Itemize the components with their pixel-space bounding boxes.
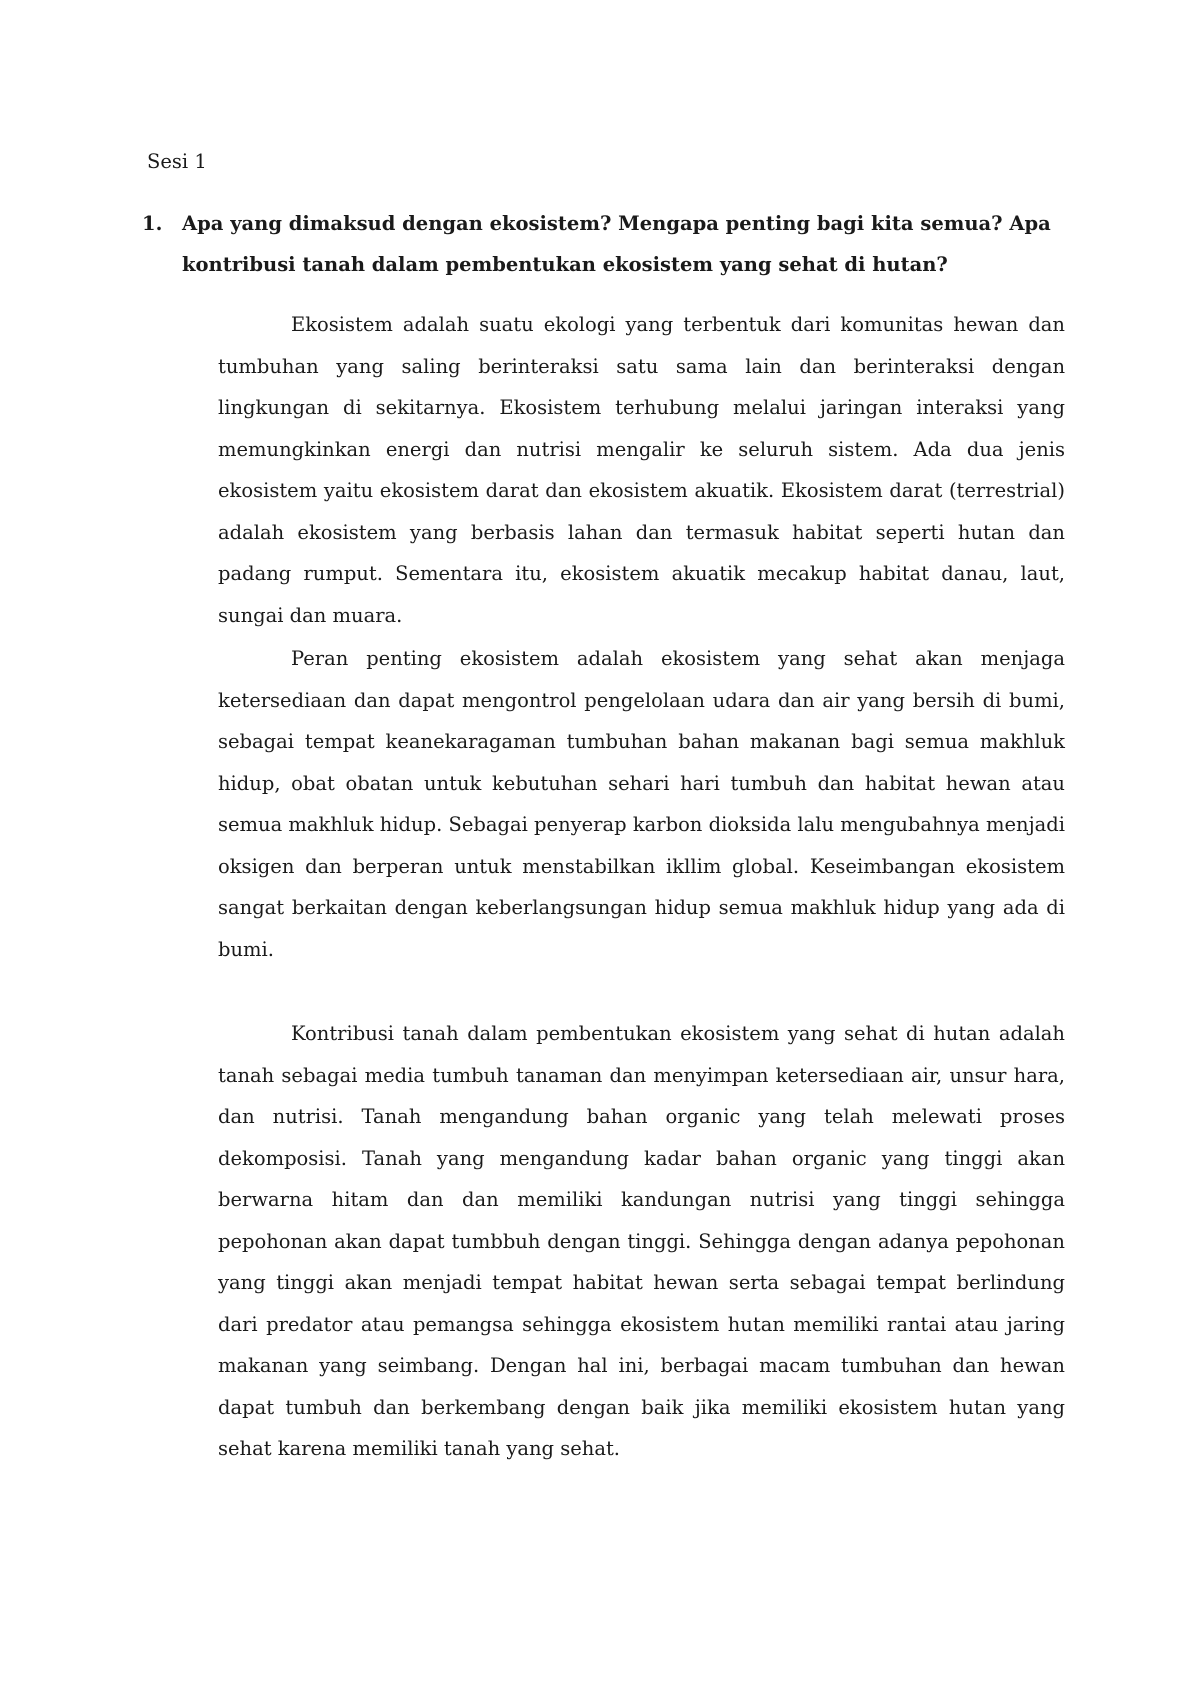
session-title: Sesi 1 [147,150,207,173]
question-number: 1. [142,212,163,235]
question-text: Apa yang dimaksud dengan ekosistem? Mengapa penting bagi kita semua? Apa kontribusi tanah dalam pembentukan ekosistem yang sehat di hutan? [182,212,1051,276]
answer-paragraph-soil-contribution: Kontribusi tanah dalam pembentukan ekosistem yang sehat di hutan adalah tanah sebagai media tumbuh tanaman dan menyimpan ketersediaan air, unsur hara, dan nutrisi. Tanah mengandung bahan organic yang telah melewati proses dekomposisi. Tanah yang mengandung kadar bahan organic yang tinggi akan berwarna hitam dan dan memiliki kandungan nutrisi yang tinggi sehingga pepohonan akan dapat tumbbuh dengan tinggi. Sehingga dengan adanya pepohonan yang tinggi akan menjadi tempat habitat hewan serta sebagai tempat berlindung dari predator atau pemangsa sehingga ekosistem hutan memiliki rantai atau jaring makanan yang seimbang. Dengan hal ini, berbagai macam tumbuhan dan hewan dapat tumbuh dan berkembang dengan baik jika memiliki ekosistem hutan yang sehat karena memiliki tanah yang sehat. [218,1022,1065,1460]
question-item [142,203,1065,285]
answer-paragraph-ecosystem-definition: Ekosistem adalah suatu ekologi yang terbentuk dari komunitas hewan dan tumbuhan yang saling berinteraksi satu sama lain dan berinteraksi dengan lingkungan di sekitarnya. Ekosistem terhubung melalui jaringan interaksi yang memungkinkan energi dan nutrisi mengalir ke seluruh sistem. Ada dua jenis ekosistem yaitu ekosistem darat dan ekosistem akuatik. Ekosistem darat (terrestrial) adalah ekosistem yang berbasis lahan dan termasuk habitat seperti hutan dan padang rumput. Sementara itu, ekosistem akuatik mecakup habitat danau, laut, sungai dan muara. [218,313,1065,627]
answer-paragraph-ecosystem-importance: Peran penting ekosistem adalah ekosistem yang sehat akan menjaga ketersediaan dan dapat mengontrol pengelolaan udara dan air yang bersih di bumi, sebagai tempat keanekaragaman tumbuhan bahan makanan bagi semua makhluk hidup, obat obatan untuk kebutuhan sehari hari tumbuh dan habitat hewan atau semua makhluk hidup. Sebagai penyerap karbon dioksida lalu mengubahnya menjadi oksigen dan berperan untuk menstabilkan ikllim global. Keseimbangan ekosistem sangat berkaitan dengan keberlangsungan hidup semua makhluk hidup yang ada di bumi. [218,647,1065,961]
